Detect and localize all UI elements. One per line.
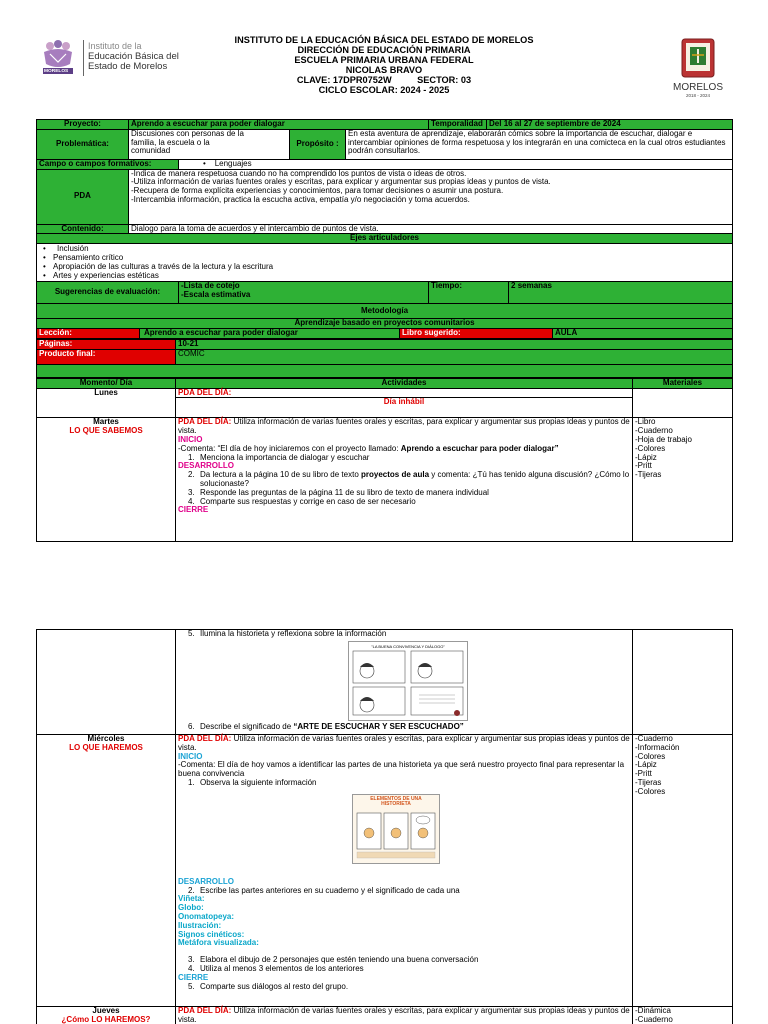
term-item: Signos cinéticos: xyxy=(178,929,245,939)
campo-value: Lenguajes xyxy=(214,158,252,168)
cierre-heading: CIERRE xyxy=(178,505,209,515)
material-item: -Hoja de trabajo xyxy=(635,434,692,444)
step-item: 4. Utiliza al menos 3 elementos de los anteriores xyxy=(188,963,364,973)
paginas-value: 10-21 xyxy=(176,339,733,349)
temporalidad-label: Temporalidad xyxy=(429,120,487,130)
jueves-phase: ¿Cómo LO HAREMOS? xyxy=(61,1014,151,1024)
lunes-note: Día inhábil xyxy=(176,398,633,418)
proposito-label: Propósito : xyxy=(290,129,346,159)
proyecto-value: Aprendo a escuchar para poder dialogar xyxy=(129,120,429,130)
jueves-activities xyxy=(176,1007,633,1024)
eje-text: Pensamiento crítico xyxy=(53,252,124,262)
term-item: Globo: xyxy=(178,903,204,913)
inicio-heading: INICIO xyxy=(178,434,203,444)
producto-label: Producto final: xyxy=(37,349,176,364)
miercoles-cell xyxy=(37,735,176,1007)
step-text: Observa la siguiente información xyxy=(200,777,317,787)
term-item: Viñeta: xyxy=(178,894,205,904)
step-item: 3. Responde las preguntas de la página 11 de su libro de texto de manera individual xyxy=(188,487,489,497)
document-header xyxy=(36,36,732,110)
material-item: -Lápiz xyxy=(635,452,657,462)
lunes-materiales xyxy=(633,388,733,418)
step-item: 1. Menciona la importancia de dialogar y escuchar xyxy=(188,452,370,462)
martes-steps-a xyxy=(178,454,630,463)
school-header xyxy=(186,36,582,96)
logo-separator xyxy=(83,40,84,76)
material-item: -Pritt xyxy=(635,461,652,471)
col-momento-header: Momento/ Día xyxy=(37,378,176,388)
cont-day-cell xyxy=(37,630,176,735)
campo-formativo: • Lenguajes xyxy=(179,159,733,169)
sugerencias-label: Sugerencias de evaluación: xyxy=(37,282,179,304)
cont-steps xyxy=(178,630,630,639)
step-item: 4. Comparte sus respuestas y corrige en caso de ser necesario xyxy=(188,496,416,506)
header-line-5: CLAVE: 17DPR0752W SECTOR: 03 xyxy=(296,74,472,85)
header-line-1: INSTITUTO DE LA EDUCACIÓN BÁSICA DEL ESTADO DE MORELOS xyxy=(234,35,534,45)
pda-text: Utiliza información de varias fuentes orales y escritas, para explicar y argumentar sus propias ideas y puntos de vista. xyxy=(178,734,630,752)
header-line-2: DIRECCIÓN DE EDUCACIÓN PRIMARIA xyxy=(297,44,471,55)
material-item: -Tijeras xyxy=(635,470,662,480)
morelos-years: 2018 - 2024 xyxy=(685,93,711,99)
metodologia-value: Aprendizaje basado en proyectos comunitarios xyxy=(37,319,733,328)
step-bold: “ARTE DE ESCUCHAR Y SER ESCUCHADO” xyxy=(293,721,464,731)
day-lunes: Lunes xyxy=(37,388,176,418)
desarrollo-heading: DESARROLLO xyxy=(178,876,234,886)
martes-activities xyxy=(176,418,633,542)
pda-line: -Indica de manera respetuosa cuando no ha comprendido los puntos de vista o ideas de otros. xyxy=(131,168,467,178)
day-miercoles: Miércoles xyxy=(87,734,125,743)
historieta-elements-poster xyxy=(352,794,440,864)
material-item: -Cuaderno xyxy=(635,1014,673,1024)
step-item: 3. Elabora el dibujo de 2 personajes que estén teniendo una buena conversación xyxy=(188,955,479,965)
tiempo-value: 2 semanas xyxy=(509,282,733,304)
sugerencia-item: -Lista de cotejo xyxy=(181,281,240,291)
term-item: Metáfora visualizada: xyxy=(178,938,259,948)
term-item: Ilustración: xyxy=(178,920,222,930)
miercoles-steps-b xyxy=(178,887,630,896)
proyecto-label: Proyecto: xyxy=(37,120,129,130)
pda-text: Utiliza información de varias fuentes orales y escritas, para explicar y argumentar sus propias ideas y puntos de vista. xyxy=(178,1006,630,1024)
pda-label-text: PDA DEL DÍA: xyxy=(178,1006,232,1015)
cont-activities xyxy=(176,630,633,735)
col-materiales-header: Materiales xyxy=(633,378,733,388)
term-item: Onomatopeya: xyxy=(178,911,235,921)
page-2 xyxy=(0,610,768,1024)
cont-steps-b xyxy=(178,723,630,732)
material-item: -Información xyxy=(635,742,680,752)
poster-title: ELEMENTOS DE UNA HISTORIETA xyxy=(370,795,422,807)
ejes-label: Ejes articuladores xyxy=(37,234,733,244)
jueves-pda xyxy=(178,1007,630,1024)
header-line-4: NICOLAS BRAVO xyxy=(345,64,423,75)
eje-item xyxy=(39,272,730,281)
miercoles-pda xyxy=(178,735,630,753)
historieta-panels-icon xyxy=(353,807,439,861)
pda-line: -Utiliza información de varias fuentes orales y escritas, para explicar y argumentar sus propias ideas y puntos de vista. xyxy=(131,177,551,187)
material-item: -Pritt xyxy=(635,769,652,779)
pda-label-text: PDA DEL DÍA: xyxy=(178,734,232,743)
step-text: Escribe las partes anteriores en su cuaderno y el significado de cada una xyxy=(200,885,460,895)
step-text: Ilumina la historieta y reflexiona sobre la información xyxy=(200,629,387,638)
step-item: 5. Comparte sus diálogos al resto del grupo. xyxy=(188,981,349,991)
logo-line-3: Estado de Morelos xyxy=(88,61,168,73)
contenido-value: Dialogo para la toma de acuerdos y el intercambio de puntos de vista. xyxy=(129,224,733,234)
step-item: 2. Escribe las partes anteriores en su cuaderno y el significado de cada una xyxy=(188,885,460,895)
material-item: -Libro xyxy=(635,417,656,427)
header-line-6: CICLO ESCOLAR: 2024 - 2025 xyxy=(318,84,450,95)
campo-label: Campo o campos formativos: xyxy=(37,159,179,169)
comic-worksheet-image xyxy=(348,641,468,721)
libro-value: AULA xyxy=(553,329,733,339)
page-gap xyxy=(0,590,768,610)
material-item: -Colores xyxy=(635,443,666,453)
problematica-value: Discusiones con personas de la familia, la escuela o la comunidad xyxy=(129,129,290,159)
ejes-list xyxy=(37,244,733,282)
pda-line: -Intercambia información, practica la escucha activa, empatía y/o negociación y toma acuerdos. xyxy=(131,194,470,204)
ieebem-logo-text xyxy=(88,42,179,73)
step-item: 5. Ilumina la historieta y reflexiona sobre la información xyxy=(188,629,387,638)
miercoles-materiales xyxy=(633,735,733,1007)
material-item: -Colores xyxy=(635,751,666,761)
step-text: Utiliza al menos 3 elementos de los anteriores xyxy=(200,963,364,973)
tiempo-label: Tiempo: xyxy=(429,282,509,304)
lunes-pda: PDA DEL DÍA: xyxy=(176,388,633,398)
jueves-materiales xyxy=(633,1007,733,1024)
material-item: -Lápiz xyxy=(635,760,657,770)
step-text: Comparte sus respuestas y corrige en caso de ser necesario xyxy=(200,496,416,506)
step-bold: proyectos de aula xyxy=(361,470,430,480)
step-text: Responde las preguntas de la página 11 de su libro de texto de manera individual xyxy=(200,487,489,497)
jueves-cell xyxy=(37,1007,176,1024)
eje-item xyxy=(39,245,730,254)
leccion-label: Lección: xyxy=(37,329,140,339)
problematica-label: Problemática: xyxy=(37,129,129,159)
plan-table-continued xyxy=(36,629,732,1024)
project-name: Aprendo a escuchar para poder dialogar” xyxy=(400,443,559,453)
material-item: -Colores xyxy=(635,786,666,796)
libro-label: Libro sugerido: xyxy=(400,329,553,339)
proposito-value: En esta aventura de aprendizaje, elaborarán cómics sobre la importancia de escuchar, dialogar e intercambiar opiniones de forma respetuosa y los integrarán en una comicteca en la cual otros estudiantes podrán consultarlos. xyxy=(346,129,733,159)
logo-line-1: Instituto de la xyxy=(88,41,142,51)
martes-steps-b xyxy=(178,471,630,506)
col-actividades-header: Actividades xyxy=(176,378,633,388)
step-item: 2. Da lectura a la página 10 de su libro de texto proyectos de aula y comenta: ¿Tú has tenido alguna discusión? ¿Cómo lo solucionaste? xyxy=(188,470,630,488)
morelos-seal-icon xyxy=(681,38,715,78)
cierre-heading: CIERRE xyxy=(178,972,209,982)
temporalidad-value: Del 16 al 27 de septiembre de 2024 xyxy=(487,120,733,130)
miercoles-phase: LO QUE HAREMOS xyxy=(69,742,143,752)
material-item: -Tijeras xyxy=(635,777,662,787)
martes-phase: LO QUE SABEMOS xyxy=(69,426,143,436)
eje-text: Artes y experiencias estéticas xyxy=(53,270,159,280)
material-item: -Cuaderno xyxy=(635,734,673,743)
step-text: Da lectura a la página 10 de su libro de texto xyxy=(200,470,361,480)
miercoles-steps-a xyxy=(178,779,630,788)
eje-text: Inclusión xyxy=(57,244,89,254)
comic-panels-icon xyxy=(349,649,467,719)
metodologia-label: Metodología xyxy=(37,304,733,319)
inicio-heading: INICIO xyxy=(178,751,203,761)
day-martes: Martes xyxy=(93,417,119,427)
step-item: 1. Observa la siguiente información xyxy=(188,777,317,787)
producto-value: COMIC xyxy=(176,349,733,364)
historieta-terms xyxy=(178,895,630,948)
miercoles-steps-c xyxy=(178,956,630,974)
step-text: Elabora el dibujo de 2 personajes que estén teniendo una buena conversación xyxy=(200,955,479,965)
ieebem-mark-text: MORELOS xyxy=(44,69,69,74)
paginas-label: Páginas: xyxy=(37,339,176,349)
pda-label-text: PDA DEL DÍA: xyxy=(178,417,232,427)
material-item: -Dinámica xyxy=(635,1006,672,1015)
pda-label: PDA xyxy=(37,169,129,224)
step-text: Menciona la importancia de dialogar y escuchar xyxy=(200,452,370,462)
sugerencias-list xyxy=(179,282,429,304)
header-line-3: ESCUELA PRIMARIA URBANA FEDERAL xyxy=(294,54,474,65)
logo-line-2: Educación Básica del xyxy=(88,50,179,62)
morelos-brand: MORELOS xyxy=(672,81,723,93)
desarrollo-heading: DESARROLLO xyxy=(178,461,234,471)
contenido-label: Contenido: xyxy=(37,224,129,234)
step-text: Comparte sus diálogos al resto del grupo. xyxy=(200,981,349,991)
miercoles-comenta: -Comenta: El día de hoy vamos a identificar las partes de una historieta ya que será nuestro proyecto final para representar la buena convivencia xyxy=(178,760,625,779)
pda-line: -Recupera de forma explícita experiencias y conocimientos, para tomar decisiones o asumir una postura. xyxy=(131,186,504,196)
material-item: -Cuaderno xyxy=(635,426,673,436)
morelos-logo xyxy=(672,38,724,102)
eje-text: Apropiación de las culturas a través de la lectura y la escritura xyxy=(53,261,274,271)
spacer-row xyxy=(37,364,733,377)
martes-cell xyxy=(37,418,176,542)
martes-materiales xyxy=(633,418,733,542)
sugerencia-item: -Escala estimativa xyxy=(181,290,251,300)
miercoles-activities xyxy=(176,735,633,1007)
ieebem-logo xyxy=(36,36,206,80)
miercoles-steps-d xyxy=(178,983,630,992)
comic-title: "LA BUENA CONVIVENCIA Y DIÁLOGO" xyxy=(371,643,445,649)
martes-pda xyxy=(178,418,630,436)
pda-text: Utiliza información de varias fuentes orales y escritas, para explicar y argumentar sus propias ideas y puntos de vista. xyxy=(178,417,630,436)
step-text: Describe el significado de xyxy=(200,721,294,731)
project-info-table xyxy=(36,119,732,542)
day-jueves: Jueves xyxy=(92,1006,120,1015)
cont-materiales xyxy=(633,630,733,735)
pda-list xyxy=(129,169,733,224)
step-text: y comenta: ¿Tú has tenido alguna discusión? ¿Cómo lo solucionaste? xyxy=(200,470,630,488)
leccion-value: Aprendo a escuchar para poder dialogar xyxy=(140,329,400,339)
step-item: 6. Describe el significado de “ARTE DE ESCUCHAR Y SER ESCUCHADO” xyxy=(188,721,464,731)
comenta-text: -Comenta: “El día de hoy iniciaremos con el proyecto llamado: xyxy=(178,443,401,453)
